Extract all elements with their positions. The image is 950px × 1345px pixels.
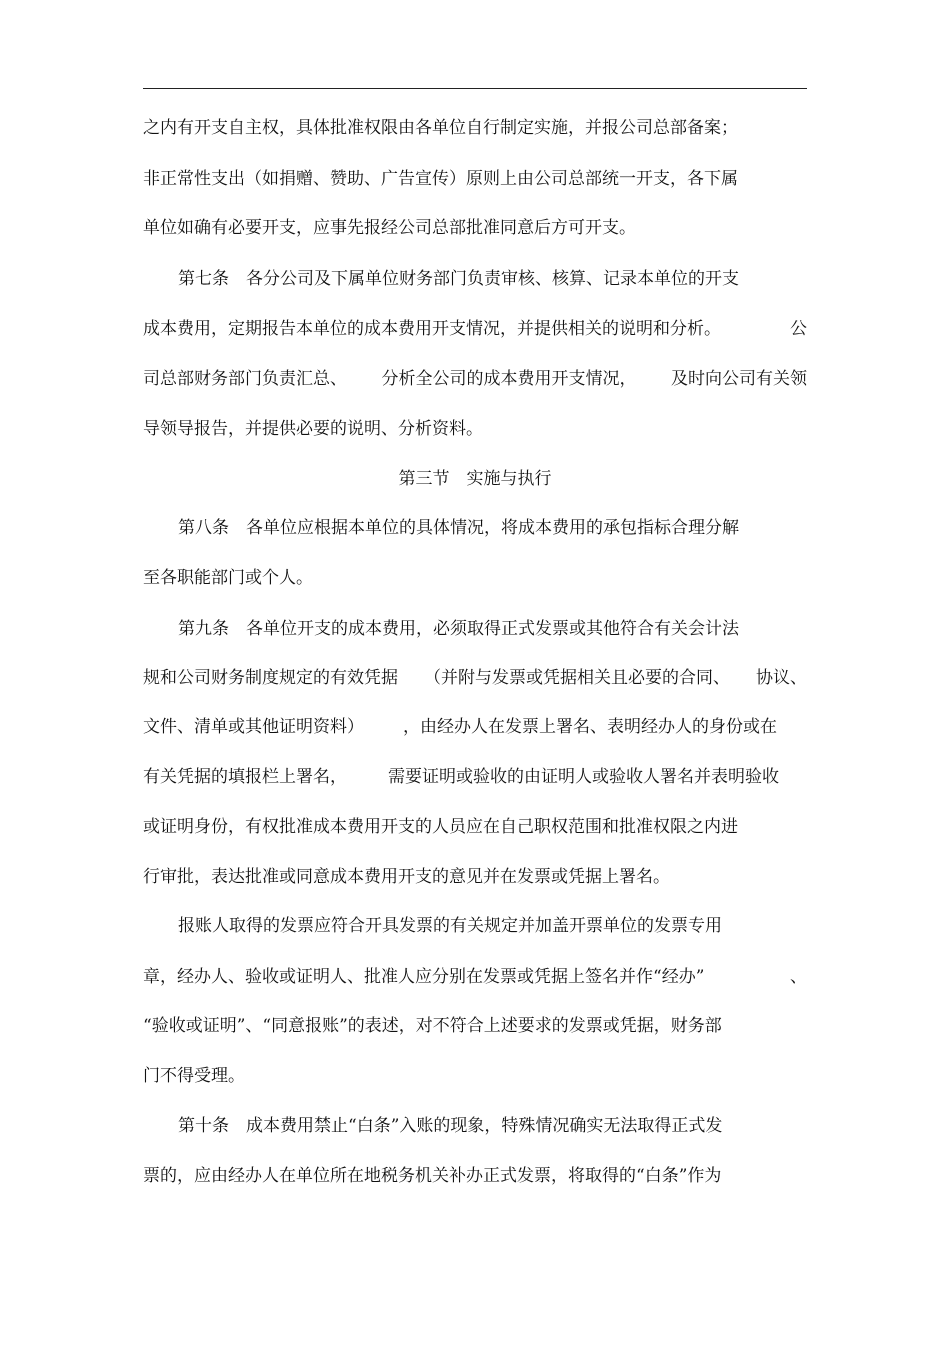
text-line: 非正常性支出（如捐赠、赞助、广告宣传）原则上由公司总部统一开支，各下属 xyxy=(143,169,738,189)
text-line: 之内有开支自主权，具体批准权限由各单位自行制定实施，并报公司总部备案； xyxy=(143,118,738,138)
text-segment: 文件、清单或其他证明资料） xyxy=(143,717,364,737)
text-line: 门不得受理。 xyxy=(143,1066,245,1086)
text-line xyxy=(143,962,807,992)
text-line: 票的，应由经办人在单位所在地税务机关补办正式发票，将取得的“白条”作为 xyxy=(143,1166,722,1186)
text-segment: （并附与发票或凭据相关且必要的合同、 xyxy=(424,668,730,688)
text-segment: 司总部财务部门负责汇总、 xyxy=(143,369,347,389)
text-segment: 章，经办人、验收或证明人、批准人应分别在发票或凭据上签名并作“经办” xyxy=(143,967,705,987)
text-segment: ，由经办人在发票上署名、表明经办人的身份或在 xyxy=(403,717,777,737)
text-segment: 规和公司财务制度规定的有效凭据 xyxy=(143,668,398,688)
text-segment: 协议、 xyxy=(756,668,807,688)
text-line: “验收或证明”、“同意报账”的表述，对不符合上述要求的发票或凭据，财务部 xyxy=(143,1016,722,1036)
text-segment: 及时向公司有关领 xyxy=(671,369,807,389)
text-line: 至各职能部门或个人。 xyxy=(143,568,313,588)
article-9-line: 第九条 各单位开支的成本费用，必须取得正式发票或其他符合有关会计法 xyxy=(178,619,739,639)
text-segment: 、 xyxy=(790,967,807,987)
text-line xyxy=(143,762,779,792)
article-7-line: 第七条 各分公司及下属单位财务部门负责审核、核算、记录本单位的开支 xyxy=(178,269,739,289)
text-line: 导领导报告，并提供必要的说明、分析资料。 xyxy=(143,419,483,439)
text-line: 报账人取得的发票应符合开具发票的有关规定并加盖开票单位的发票专用 xyxy=(178,916,722,936)
header-rule xyxy=(143,88,807,89)
text-line xyxy=(143,663,807,693)
text-segment: 公 xyxy=(790,319,807,339)
text-line xyxy=(143,712,777,742)
text-line: 或证明身份，有权批准成本费用开支的人员应在自己职权范围和批准权限之内进 xyxy=(143,817,738,837)
text-segment: 有关凭据的填报栏上署名， xyxy=(143,767,347,787)
section-heading: 第三节 实施与执行 xyxy=(398,469,552,489)
article-8-line: 第八条 各单位应根据本单位的具体情况，将成本费用的承包指标合理分解 xyxy=(178,518,739,538)
text-line xyxy=(143,364,807,394)
text-line xyxy=(143,314,807,344)
text-line: 单位如确有必要开支，应事先报经公司总部批准同意后方可开支。 xyxy=(143,218,636,238)
article-10-line: 第十条 成本费用禁止“白条”入账的现象，特殊情况确实无法取得正式发 xyxy=(178,1116,723,1136)
text-segment: 分析全公司的成本费用开支情况， xyxy=(381,369,637,389)
text-segment: 成本费用，定期报告本单位的成本费用开支情况，并提供相关的说明和分析。 xyxy=(143,319,721,339)
text-segment: 需要证明或验收的由证明人或验收人署名并表明验收 xyxy=(388,767,779,787)
text-line: 行审批，表达批准或同意成本费用开支的意见并在发票或凭据上署名。 xyxy=(143,867,670,887)
